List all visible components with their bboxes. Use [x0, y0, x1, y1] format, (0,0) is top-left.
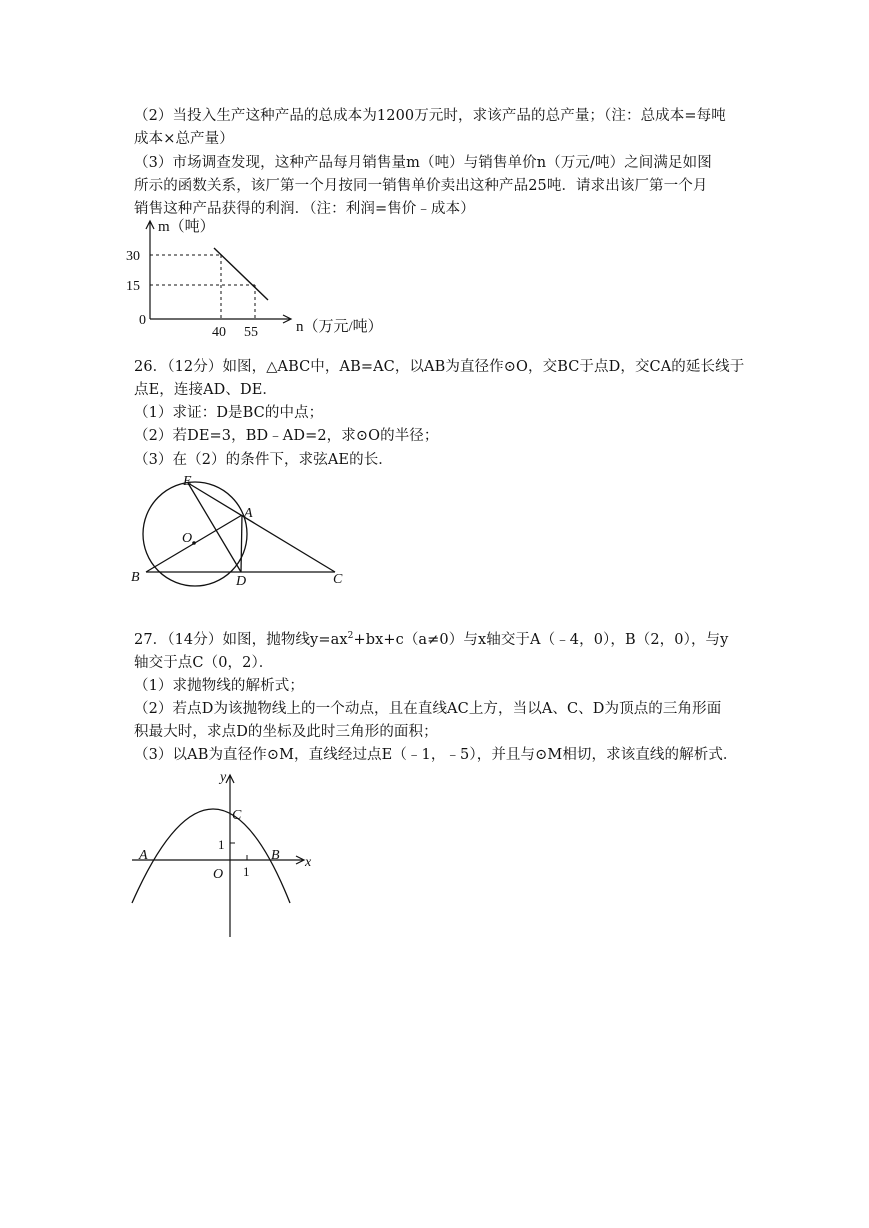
center-dot: [192, 541, 196, 545]
x-axis-label: n（万元/吨）: [296, 319, 383, 335]
label-o: O: [213, 867, 224, 882]
q26-part2: （2）若DE=3，BD﹣AD=2，求⊙O的半径；: [134, 428, 439, 444]
label-o: O: [182, 531, 193, 546]
y-tick-15: 15: [126, 279, 140, 294]
q26-circle-figure: [125, 470, 355, 590]
q25-part3-line3: 销售这种产品获得的利润．（注：利润=售价﹣成本）: [134, 201, 475, 217]
label-x: x: [305, 855, 312, 870]
q25-line-graph: [120, 212, 390, 340]
q25-part3-line2: 所示的函数关系，该厂第一个月按同一销售单价卖出这种产品25吨．请求出该厂第一个月: [134, 178, 708, 194]
label-y-one: 1: [218, 837, 225, 852]
circle-o: [143, 482, 247, 586]
label-c: C: [333, 572, 343, 587]
q27-part2-line2: 积最大时，求点D的坐标及此时三角形的面积；: [134, 724, 438, 740]
y-axis-label: m（吨）: [158, 219, 215, 235]
x-tick-40: 40: [212, 325, 226, 340]
segment-ad: [241, 515, 242, 572]
q27-part1: （1）求抛物线的解析式；: [134, 678, 304, 694]
origin-label: 0: [139, 313, 146, 328]
segment-de: [188, 483, 241, 572]
label-e: E: [183, 474, 192, 489]
q26-part3: （3）在（2）的条件下，求弦AE的长．: [134, 452, 393, 468]
q26-stem-line2: 点E，连接AD、DE．: [134, 382, 277, 398]
label-b: B: [271, 848, 280, 863]
y-tick-30: 30: [126, 249, 140, 264]
q27-stem-line2: 轴交于点C（0，2）．: [134, 655, 274, 671]
q25-part2-line1: （2）当投入生产这种产品的总成本为1200万元时，求该产品的总产量；（注：总成本=每吨: [134, 108, 726, 124]
q26-stem-line1: 26．（12分）如图，△ABC中，AB=AC，以AB为直径作⊙O，交BC于点D，交CA的延长线于: [134, 359, 745, 375]
q25-part2-line2: 成本×总产量）: [134, 131, 234, 147]
q25-part3-line1: （3）市场调查发现，这种产品每月销售量m（吨）与销售单价n（万元/吨）之间满足如图: [134, 155, 712, 171]
label-a: A: [139, 848, 148, 863]
q27-stem-line1: 27．（14分）如图，抛物线$y=ax^2+bx+c(a\ne 0)$与x轴交于A（﹣4，0），B（2，0），与y: [134, 631, 729, 648]
q27-part2-line1: （2）若点D为该抛物线上的一个动点，且在直线AC上方，当以A、C、D为顶点的三角形面: [134, 701, 722, 717]
segment-ec: [188, 483, 335, 572]
label-x-one: 1: [243, 864, 250, 879]
parabola-curve: [132, 809, 290, 903]
label-a: A: [244, 506, 253, 521]
q27-part3: （3）以AB为直径作⊙M，直线经过点E（﹣1，﹣5），并且与⊙M相切，求该直线的解析式．: [134, 747, 738, 763]
label-b: B: [131, 570, 140, 585]
label-y: y: [220, 770, 227, 785]
label-d: D: [236, 574, 247, 589]
function-line: [214, 248, 268, 300]
q27-parabola-figure: [125, 765, 325, 940]
q26-part1: （1）求证：D是BC的中点；: [134, 405, 324, 421]
label-c: C: [232, 808, 242, 823]
x-tick-55: 55: [244, 325, 258, 340]
